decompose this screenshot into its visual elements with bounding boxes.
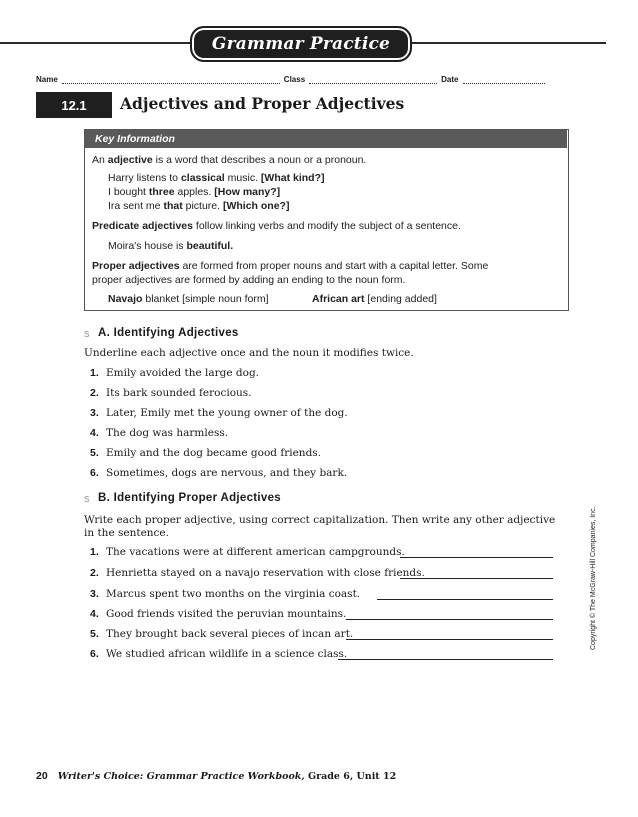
grade-unit: Grade 6, Unit 12 <box>304 771 397 782</box>
section-b-instruction-cont: in the sentence. <box>84 527 169 539</box>
answer-blank[interactable] <box>338 649 553 660</box>
key-information-heading: Key Information <box>85 130 567 148</box>
section-a-instruction: Underline each adjective once and the noun it modifies twice. <box>84 347 414 359</box>
list-item: 6. Sometimes, dogs are nervous, and they bark. <box>90 467 348 479</box>
list-item: 2. Henrietta stayed on a navajo reservation with close friends. <box>90 567 425 579</box>
example-line: I bought three apples. [How many?] <box>108 186 281 198</box>
answer-blank[interactable] <box>400 568 553 579</box>
lesson-title: Adjectives and Proper Adjectives <box>120 94 405 113</box>
example-line: Harry listens to classical music. [What kind?] <box>108 172 325 184</box>
list-item: 1. The vacations were at different american campgrounds. <box>90 546 405 558</box>
class-label: Class <box>283 75 306 84</box>
copyright-notice: Copyright © The McGraw-Hill Companies, Inc. <box>590 506 597 650</box>
section-b-instruction: Write each proper adjective, using correct capitalization. Then write any other adjective <box>84 514 556 526</box>
name-class-date-row <box>36 70 564 84</box>
lesson-number: 12.1 <box>36 92 112 118</box>
proper-example: African art [ending added] <box>312 293 437 305</box>
answer-blank[interactable] <box>346 609 553 620</box>
section-marker: S <box>84 495 90 504</box>
page-number: 20 <box>36 770 48 782</box>
predicate-example: Moira's house is beautiful. <box>108 240 234 252</box>
adjective-definition: An adjective is a word that describes a noun or a pronoun. <box>92 154 367 166</box>
predicate-definition: Predicate adjectives follow linking verbs and modify the subject of a sentence. <box>92 220 461 232</box>
name-label: Name <box>36 75 58 84</box>
example-line: Ira sent me that picture. [Which one?] <box>108 200 290 212</box>
section-a-title: A. Identifying Adjectives <box>98 327 239 339</box>
proper-example: Navajo blanket [simple noun form] <box>108 293 269 305</box>
date-label: Date <box>441 75 459 84</box>
page-footer <box>36 770 396 782</box>
name-field[interactable] <box>62 77 280 84</box>
list-item: 4. The dog was harmless. <box>90 427 229 439</box>
answer-blank[interactable] <box>346 629 553 640</box>
section-marker: S <box>84 330 90 339</box>
class-field[interactable] <box>309 77 437 84</box>
answer-blank[interactable] <box>400 547 553 558</box>
list-item: 5. Emily and the dog became good friends. <box>90 447 322 459</box>
page-banner: Grammar Practice <box>190 26 412 62</box>
list-item: 3. Later, Emily met the young owner of the dog. <box>90 407 348 419</box>
list-item: 1. Emily avoided the large dog. <box>90 367 260 379</box>
list-item: 5. They brought back several pieces of incan art. <box>90 628 354 640</box>
list-item: 2. Its bark sounded ferocious. <box>90 387 252 399</box>
book-title: Writer's Choice: Grammar Practice Workbook, <box>57 771 305 782</box>
list-item: 4. Good friends visited the peruvian mountains. <box>90 608 347 620</box>
list-item: 6. We studied african wildlife in a science class. <box>90 648 348 660</box>
answer-blank[interactable] <box>377 589 553 600</box>
date-field[interactable] <box>463 77 545 84</box>
proper-definition: Proper adjectives are formed from proper nouns and start with a capital letter. Some <box>92 260 489 272</box>
proper-definition-cont: proper adjectives are formed by adding an ending to the noun form. <box>92 274 406 286</box>
list-item: 3. Marcus spent two months on the virginia coast. <box>90 588 361 600</box>
section-b-title: B. Identifying Proper Adjectives <box>98 492 281 504</box>
